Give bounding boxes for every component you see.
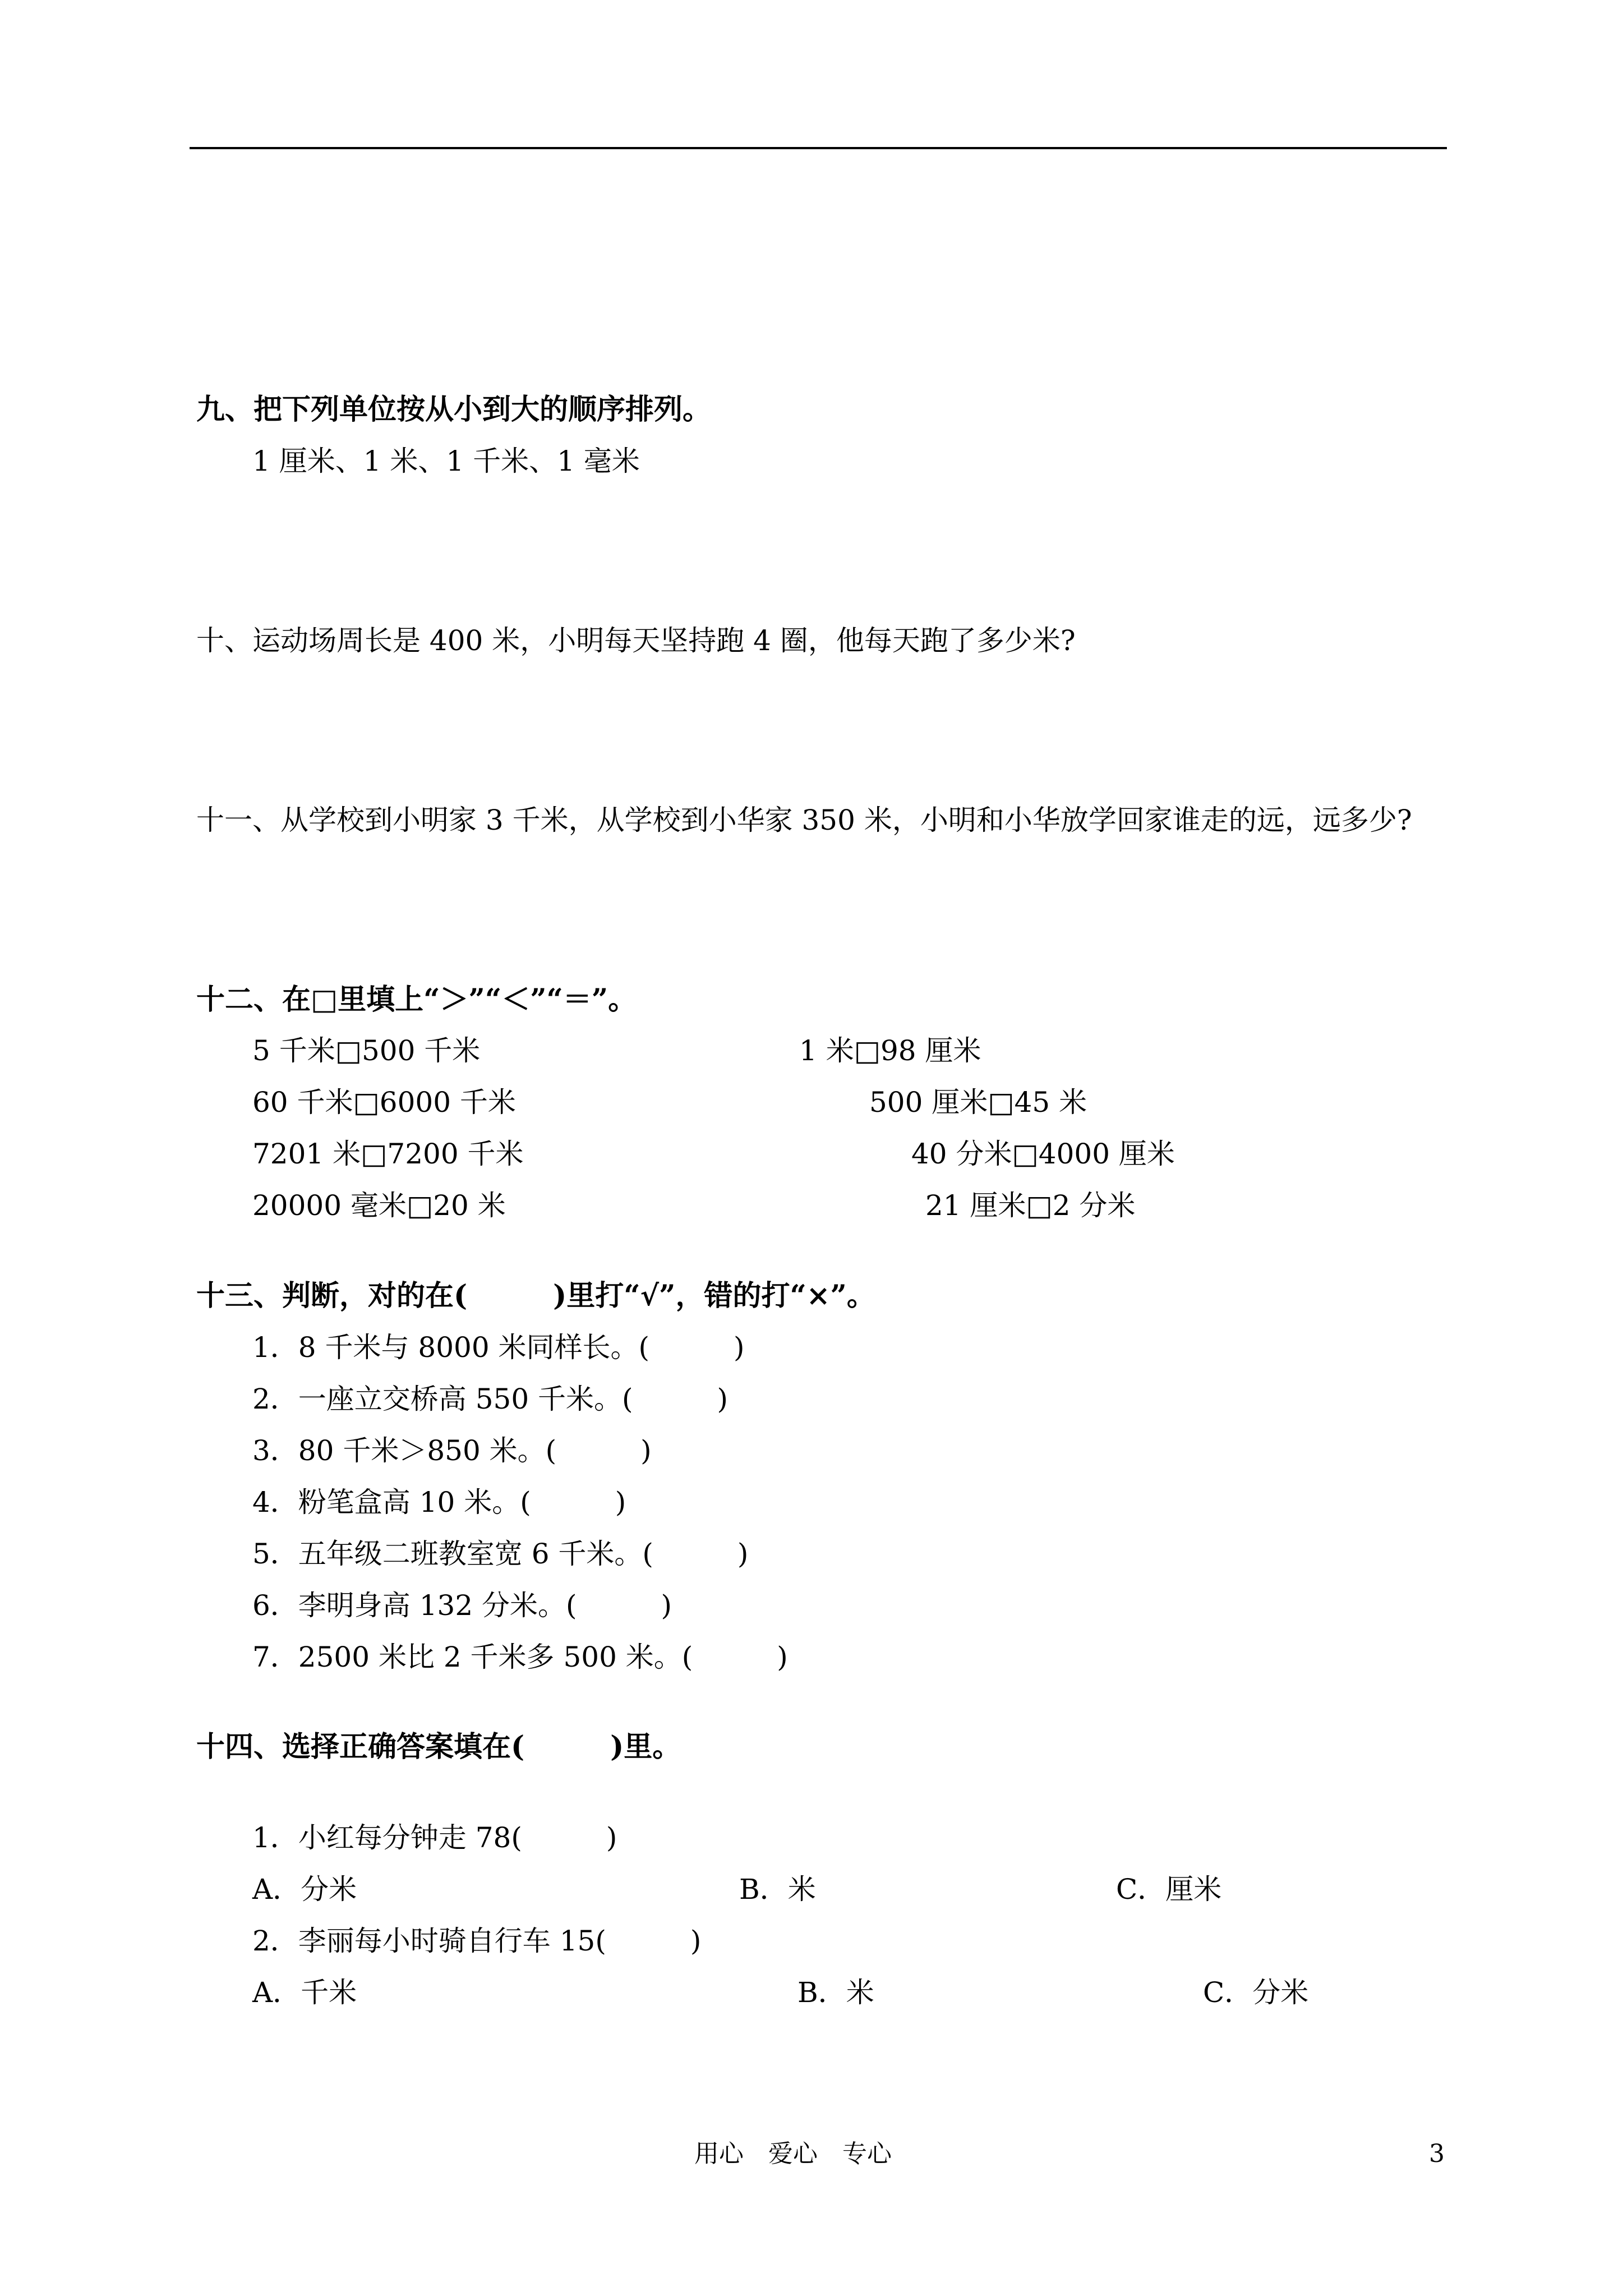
compare-item: 21 厘米□2 分米: [925, 1189, 1136, 1222]
judge-item: 3．80 千米＞850 米。( ): [252, 1434, 652, 1467]
section-9-heading: 九、把下列单位按从小到大的顺序排列。: [196, 393, 712, 426]
section-13-heading: 十三、判断，对的在( )里打“√”，错的打“×”。: [196, 1279, 875, 1313]
choice-option: B．米: [739, 1873, 816, 1906]
choice-option: B．米: [797, 1976, 874, 2009]
compare-item: 40 分米□4000 厘米: [911, 1138, 1175, 1170]
header-rule: [190, 147, 1447, 149]
choice-question-stem: 2．李丽每小时骑自行车 15( ): [252, 1925, 702, 1957]
section-14-heading: 十四、选择正确答案填在( )里。: [196, 1730, 681, 1764]
judge-item: 5．五年级二班教室宽 6 千米。( ): [252, 1538, 749, 1570]
compare-item: 500 厘米□45 米: [869, 1086, 1087, 1119]
section-10-question: 十、运动场周长是 400 米，小明每天坚持跑 4 圈，他每天跑了多少米?: [196, 624, 1076, 657]
choice-question-stem: 1．小红每分钟走 78( ): [252, 1821, 617, 1854]
compare-item: 5 千米□500 千米: [252, 1034, 481, 1067]
compare-item: 7201 米□7200 千米: [252, 1138, 524, 1170]
section-11-question: 十一、从学校到小明家 3 千米，从学校到小华家 350 米，小明和小华放学回家谁走的远，远多少?: [196, 804, 1412, 836]
judge-item: 4．粉笔盒高 10 米。( ): [252, 1486, 626, 1519]
compare-item: 20000 毫米□20 米: [252, 1189, 506, 1222]
judge-item: 2．一座立交桥高 550 千米。( ): [252, 1383, 728, 1415]
section-12-heading: 十二、在□里填上“＞”“＜”“＝”。: [196, 983, 637, 1016]
page-number: 3: [1429, 2139, 1445, 2168]
choice-option: C．厘米: [1116, 1873, 1222, 1906]
judge-item: 6．李明身高 132 分米。( ): [252, 1589, 672, 1622]
choice-option: A．千米: [252, 1976, 357, 2009]
compare-item: 60 千米□6000 千米: [252, 1086, 516, 1119]
choice-option: C．分米: [1203, 1976, 1309, 2009]
judge-item: 7．2500 米比 2 千米多 500 米。( ): [252, 1641, 788, 1673]
section-9-units-line: 1 厘米、1 米、1 千米、1 毫米: [252, 445, 640, 477]
compare-item: 1 米□98 厘米: [799, 1034, 981, 1067]
footer-motto: 用心 爱心 专心: [694, 2139, 892, 2168]
choice-option: A．分米: [252, 1873, 357, 1906]
judge-item: 1．8 千米与 8000 米同样长。( ): [252, 1331, 745, 1364]
